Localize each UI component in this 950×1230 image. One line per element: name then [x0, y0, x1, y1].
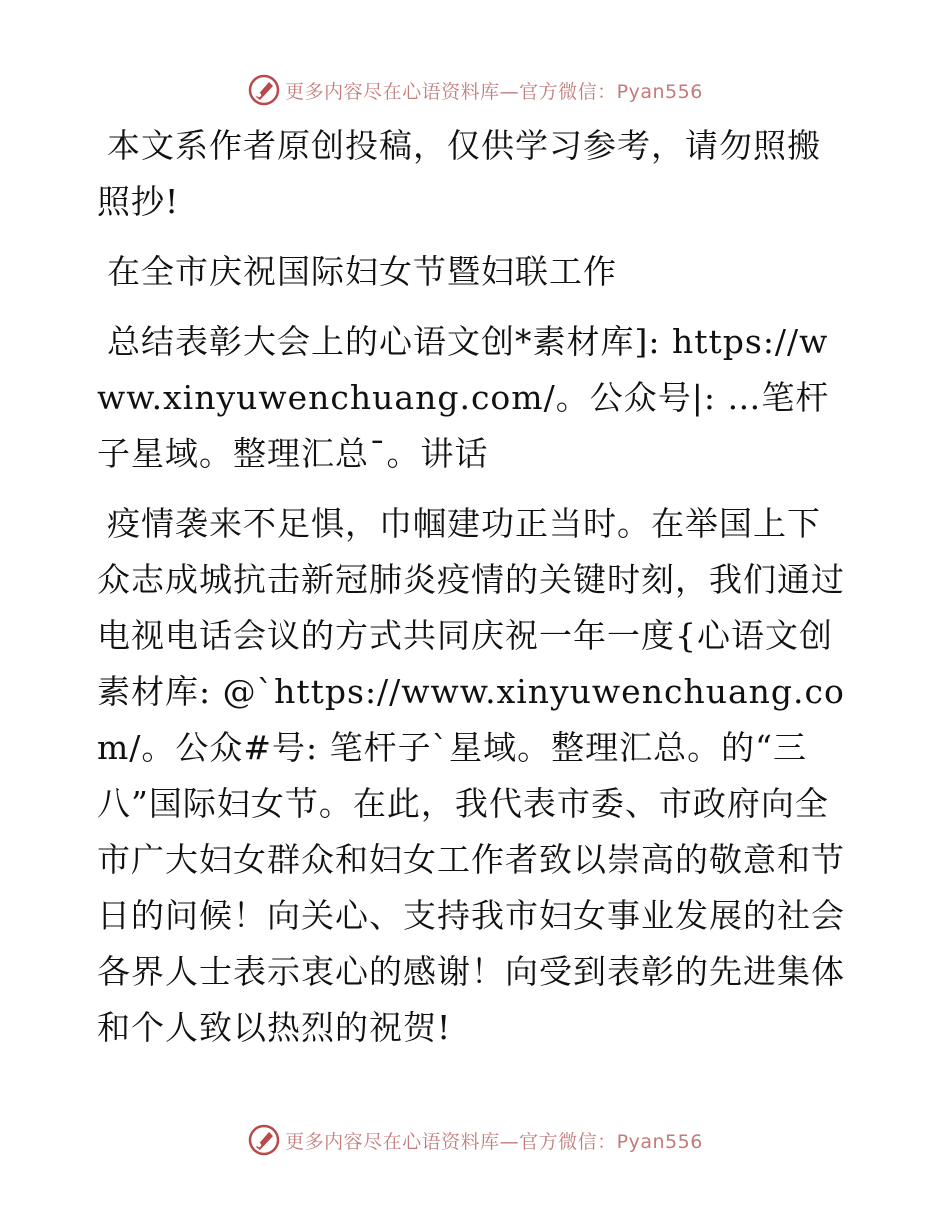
document-body [97, 118, 852, 1070]
copyright-notice: 本文系作者原创投稿，仅供学习参考，请勿照搬照抄! [97, 126, 821, 221]
title-line-2: 总结表彰大会上的心语文创*素材库]: https://www.xinyuwenchuang.com/。公众号|: …笔杆子星域。整理汇总¯。讲话 [97, 322, 830, 473]
watermark-text: 更多内容尽在心语资料库—官方微信：Pyan556 [285, 80, 703, 103]
header-watermark-banner [0, 70, 950, 110]
footer-watermark-banner [0, 1120, 950, 1160]
pen-nib-logo-icon [247, 1123, 281, 1157]
title-line-1: 在全市庆祝国际妇女节暨妇联工作 [107, 252, 617, 291]
watermark-text: 更多内容尽在心语资料库—官方微信：Pyan556 [285, 1130, 703, 1153]
body-paragraph: 疫情袭来不足惧，巾帼建功正当时。在举国上下众志成城抗击新冠肺炎疫情的关键时刻，我们通过电视电话会议的方式共同庆祝一年一度{心语文创素材库: @`https://www.xinyuwenchuang.com/。公众#号: 笔杆子`星域。整理汇总。的“三八”国际妇女节。在此，我代表市委、市政府向全市广大妇女群众和妇女工作者致以崇高的敬意和节日的问候！向关心、支持我市妇女事业发展的社会各界人士表示衷心的感谢！向受到表彰的先进集体和个人致以热烈的祝贺! [97, 504, 845, 1047]
pen-nib-logo-icon [247, 73, 281, 107]
